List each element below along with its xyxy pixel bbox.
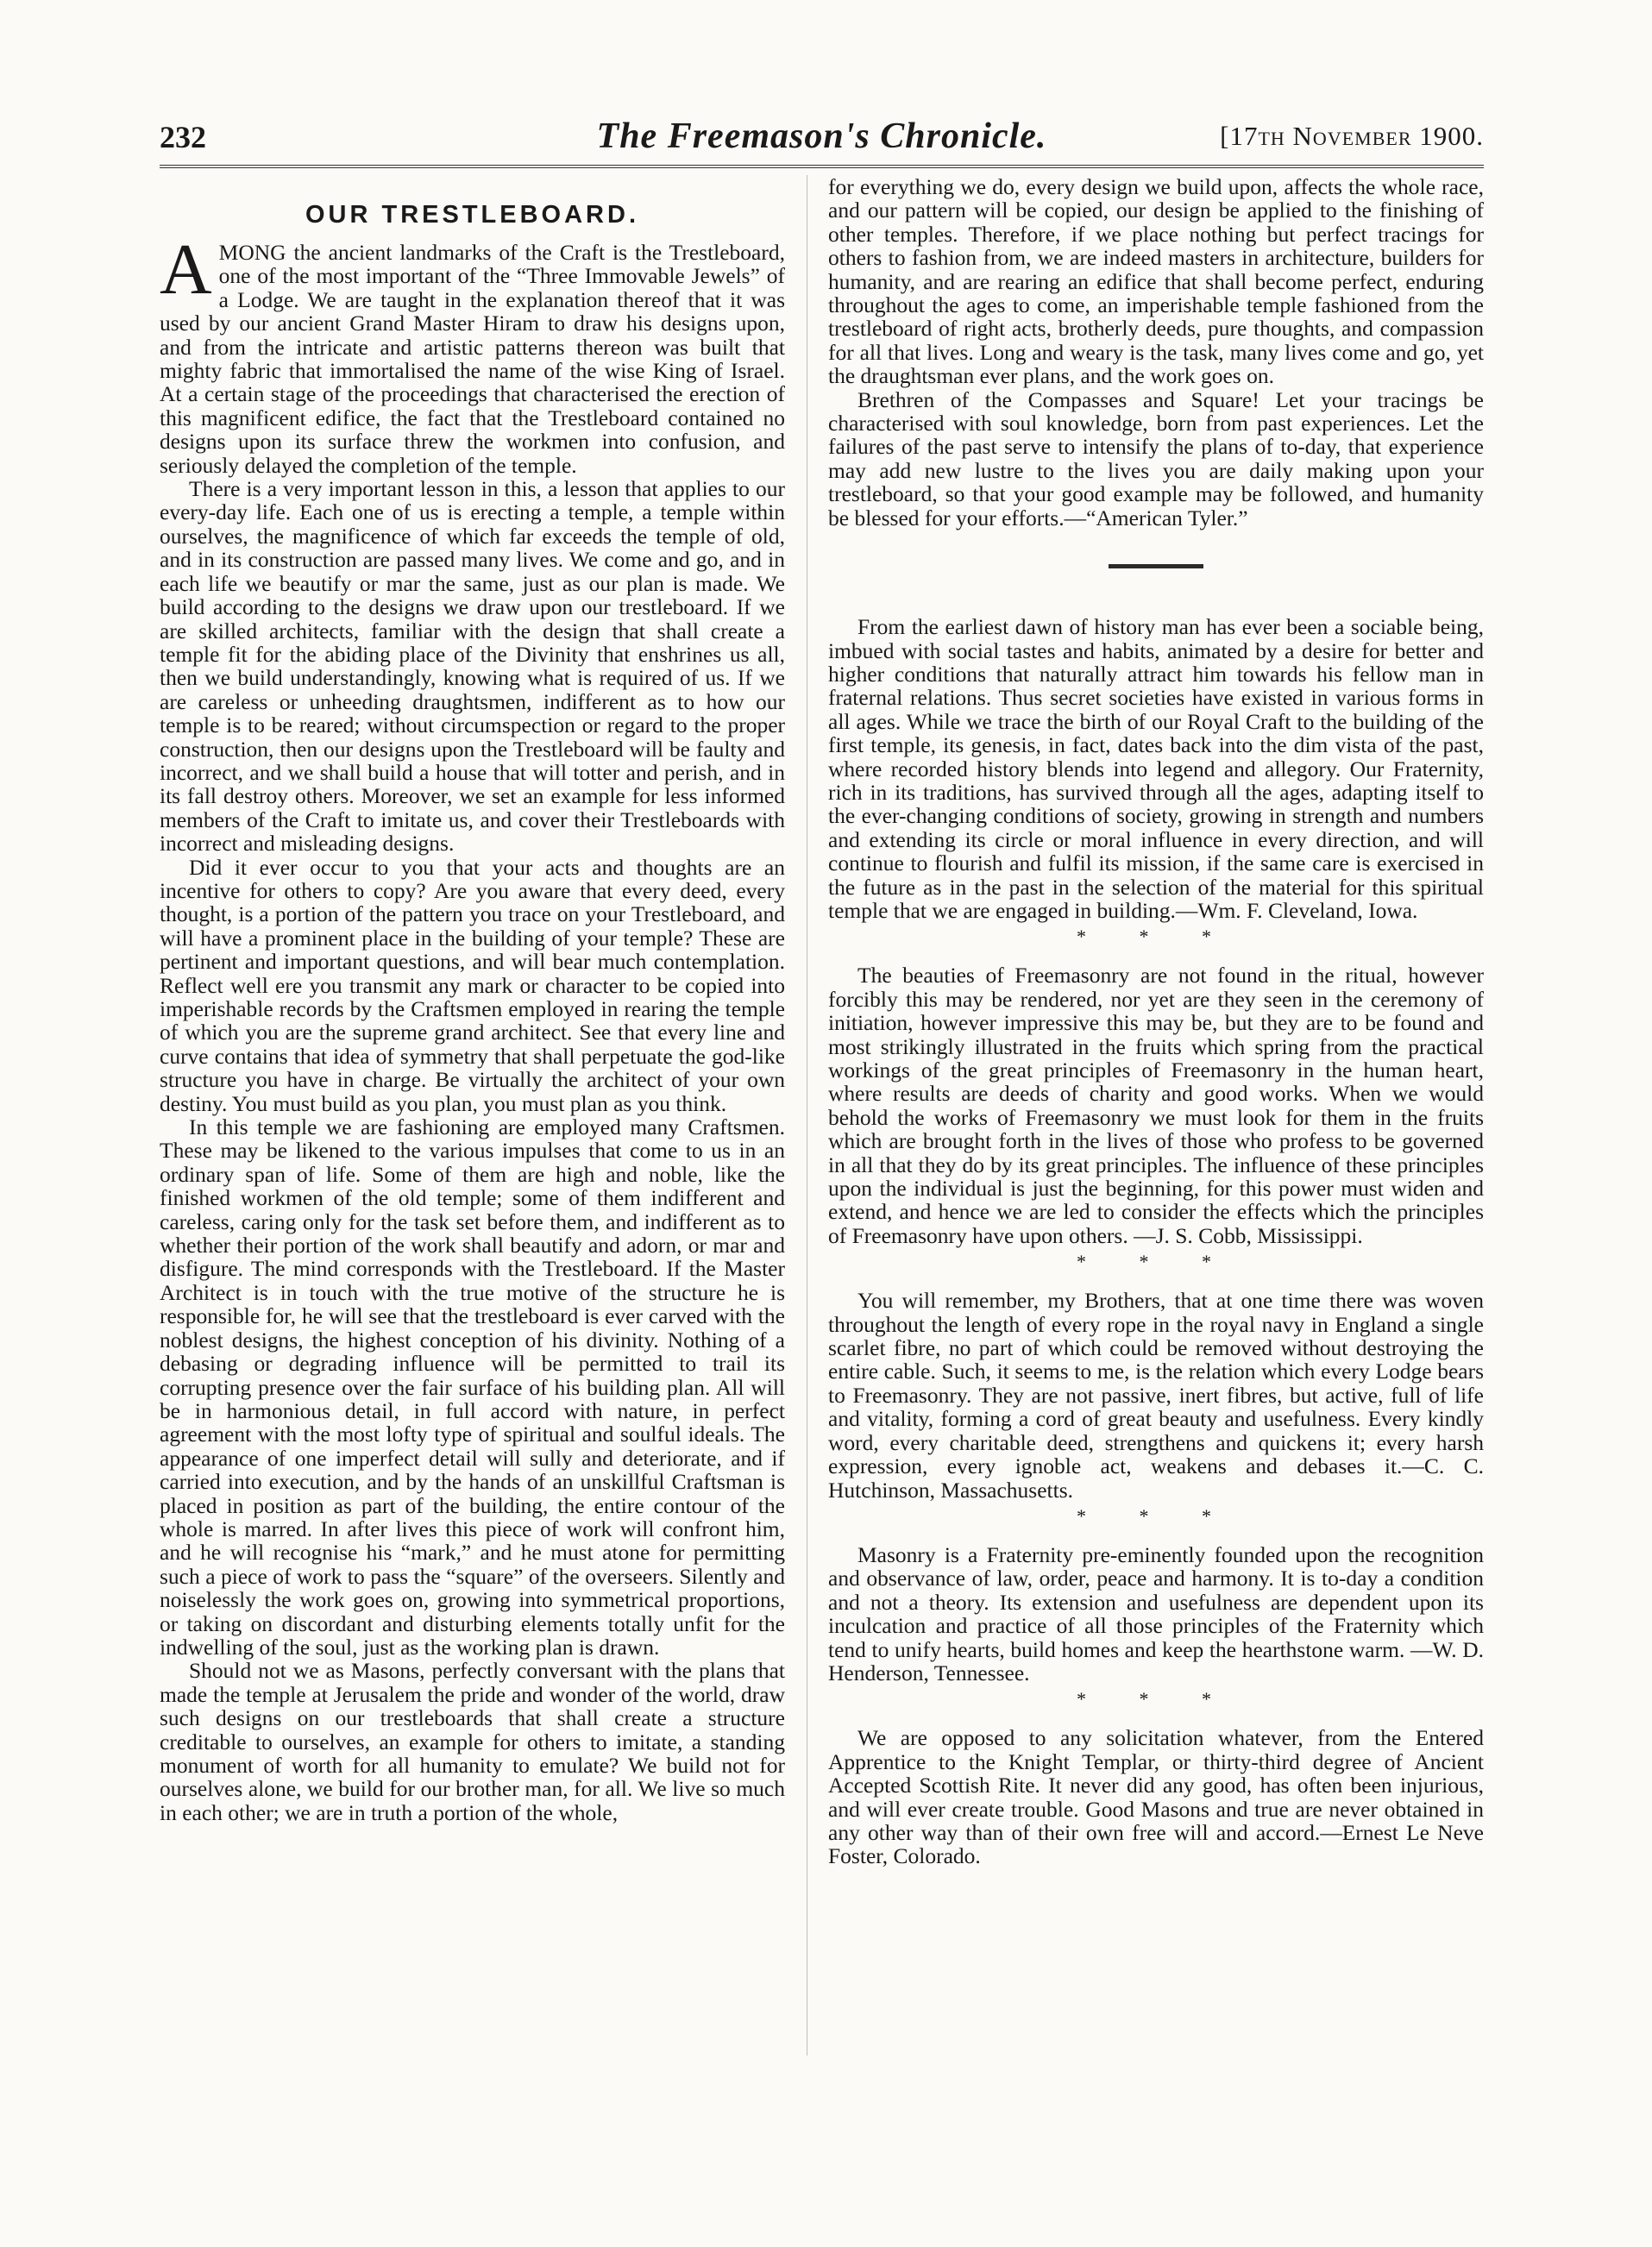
article-paragraph: Did it ever occur to you that your acts and thoughts are an incentive for others to copy? Are you aware that every deed, every thought, is a portion of the pattern you trace on your Trestleboard, and will have a prominent place in the building of your temple? These are pertinent and important questions, and will bear much contemplation. Reflect well ere you transmit any mark or character to be copied into imperishable records by the Craftsmen employed in rearing the temple of which you are the supreme grand architect. See that every line and curve contains that idea of symmetry that shall perpetuate the god-like structure you have in charge. Be virtually the architect of your own destiny. You must build as you plan, you must plan as you think. xyxy=(160,854,785,1116)
paragraph-text: MONG the ancient landmarks of the Craft is the Trestleboard, one of the most important of the “Three Immovable Jewels” of a Lodge. We are taught in the explanation thereof that it was used by our ancient Grand Master Hiram to draw his designs upon, and from the intricate and artistic patterns thereon was built that mighty fabric that immortalised the name of the wise King of Israel. At a certain stage of the proceedings that characterised the erection of this magnificent edifice, the fact that the Trestleboard contained no designs upon its surface threw the workmen into confusion, and seriously delayed the completion of the temple. xyxy=(160,240,785,478)
asterism-separator: * * * xyxy=(1077,926,1235,948)
publication-title: The Freemason's Chronicle. xyxy=(596,116,1047,156)
left-column xyxy=(160,175,785,1824)
article-paragraph: In this temple we are fashioning are employed many Craftsmen. These may be likened to the various impulses that come to us in an ordinary span of life. Some of them are high and noble, like the finished workmen of the old temple; some of them indifferent and careless, caring only for the task set before them, and indifferent as to whether their portion of the work shall beautify and adorn, or mar and disfigure. The mind corresponds with the Trestleboard. If the Master Architect is in touch with the true motive of the structure he is responsible for, he will see that the trestleboard is ever carved with the noblest designs, the highest conception of his divinity. Nothing of a debasing or degrading influence will be permitted to trail its corrupting presence over the fair surface of his building plan. All will be in harmonious detail, in full accord with nature, in perfect agreement with the most lofty type of spiritual and soulful ideals. The appearance of one imperfect detail will sully and deteriorate, and if carried into execution, and by the hands of an unskillful Craftsman is placed in position as part of the building, the entire contour of the whole is marred. In after lives this piece of work will confront him, and he will recognise his “mark,” and he must atone for permitting such a piece of work to pass the “square” of the overseers. Silently and noiselessly the work goes on, growing into symmetrical proportions, or taking on discordant and disturbing elements totally unfit for the indwelling of the soul, just as the working plan is drawn. xyxy=(160,1114,785,1660)
quote-item: From the earliest dawn of history man has ever been a sociable being, imbued with social tastes and habits, animated by a desire for better and higher conditions that naturally attract him towards his fellow man in fraternal relations. Thus secret societies have existed in various forms in all ages. While we trace the birth of our Royal Craft to the building of the first temple, its genesis, in fact, dates back into the dim vista of the past, where recorded history blends into legend and allegory. Our Fraternity, rich in its traditions, has survived through all the ages, adapting itself to the ever-changing conditions of society, growing in strength and numbers and extending its circle or moral influence in every direction, and will continue to flourish and fulfil its mission, if the same care is exercised in the future as in the past in the selection of the material for this spiritual temple that we are engaged in building.—Wm. F. Cleveland, Iowa. xyxy=(828,614,1484,923)
quote-item: We are opposed to any solicitation whatever, from the Entered Apprentice to the Knight Templar, or thirty-third degree of Ancient Accepted Scottish Rite. It never did any good, has often been injurious, and will ever create trouble. Good Masons and true are never obtained in any other way than of their own free will and accord.—Ernest Le Neve Foster, Colorado. xyxy=(828,1725,1484,1869)
asterism-separator: * * * xyxy=(1077,1504,1235,1527)
drop-cap: A xyxy=(160,229,212,310)
asterism-separator: * * * xyxy=(1077,1688,1235,1710)
asterism-separator: * * * xyxy=(1077,1251,1235,1273)
page-number: 232 xyxy=(160,120,206,154)
article-continuation: for everything we do, every design we build upon, affects the whole race, and our pattern will be copied, our design be applied to the finishing of other temples. Therefore, if we place nothing but perfect tracings for others to fashion from, we are indeed masters in architecture, builders for humanity, and are rearing an edifice that shall become perfect, enduring throughout the ages to come, an imperishable temple fashioned from the trestleboard of right acts, brotherly deeds, pure thoughts, and compassion for all that lives. Long and weary is the task, many lives come and go, yet the draughtsman ever plans, and the work goes on. xyxy=(828,174,1484,389)
quote-item: You will remember, my Brothers, that at one time there was woven throughout the length of every rope in the royal navy in England a single scarlet fibre, no part of which could be removed without destroying the entire cable. Such, it seems to me, is the relation which every Lodge bears to Freemasonry. They are not passive, inert fibres, but active, full of life and vitality, forming a cord of great beauty and usefulness. Every kindly word, every charitable deed, strengthens and quickens it; every harsh expression, every ignoble act, weakens and debases it.—C. C. Hutchinson, Massachusetts. xyxy=(828,1288,1484,1503)
article-paragraph: Brethren of the Compasses and Square! Let your tracings be characterised with soul knowledge, born from past experiences. Let the failures of the past serve to intensify the plans of to-day, that experience may add new lustre to the lives you are daily making upon your trestleboard, so that your good example may be followed, and humanity be blessed for your efforts.—“American Tyler.” xyxy=(828,386,1484,530)
article-paragraph xyxy=(160,229,785,478)
right-column xyxy=(828,175,1484,1868)
section-rule xyxy=(1109,564,1203,568)
article-paragraph: Should not we as Masons, perfectly conversant with the plans that made the temple at Jerusalem the pride and wonder of the world, draw such designs on our trestleboards that shall create a structure creditable to ourselves, an example for others to imitate, a standing monument of worth for all humanity to emulate? We build not for ourselves alone, we build for our brother man, for all. We live so much in each other; we are in truth a portion of the whole, xyxy=(160,1658,785,1825)
issue-date: [17th November 1900. xyxy=(1220,121,1484,151)
header-rule xyxy=(160,165,1484,168)
quote-item: Masonry is a Fraternity pre-eminently founded upon the recognition and observance of law, order, peace and harmony. It is to-day a condition and not a theory. Its extension and usefulness are dependent upon its inculcation and practice of all those principles of the Fraternity which tend to unify hearts, build homes and keep the hearthstone warm. —W. D. Henderson, Tennessee. xyxy=(828,1541,1484,1685)
quote-item: The beauties of Freemasonry are not found in the ritual, however forcibly this may be rendered, nor yet are they seen in the ceremony of initiation, however impressive this may be, but they are to be found and most strikingly illustrated in the fruits which spring from the practical workings of the great principles of Freemasonry in the human heart, where results are deeds of charity and good works. When we would behold the works of Freemasonry we must look for them in the fruits which are brought forth in the lives of those who profess to be governed in all that they do by its great principles. The influence of these principles upon the individual is just the beginning, for this power must widen and extend, and hence we are led to consider the effects which the principles of Freemasonry have upon others. —J. S. Cobb, Mississippi. xyxy=(828,963,1484,1248)
article-title: OUR TRESTLEBOARD. xyxy=(305,201,639,229)
masthead xyxy=(160,116,1484,160)
article-paragraph: There is a very important lesson in this, a lesson that applies to our every-day life. Each one of us is erecting a temple, a temple within ourselves, the magnificence of which far exceeds the temple of old, and in its construction are passed many lives. We come and go, and in each life we beautify or mar the same, just as our plan is made. We build according to the designs we draw upon our trestleboard. If we are skilled architects, familiar with the design that shall create a temple fit for the abiding place of the Divinity that enshrines us all, then we build understandingly, knowing what is required of us. If we are careless or unheeding draughtsmen, indifferent as to how our temple is to be reared; without circumspection or regard to the proper construction, then our designs upon the Trestleboard will be faulty and incorrect, and we shall build a house that will totter and perish, and in its fall destroy others. Moreover, we set an example for less informed members of the Craft to imitate us, and cover their Trestleboards with incorrect and misleading designs. xyxy=(160,476,785,857)
